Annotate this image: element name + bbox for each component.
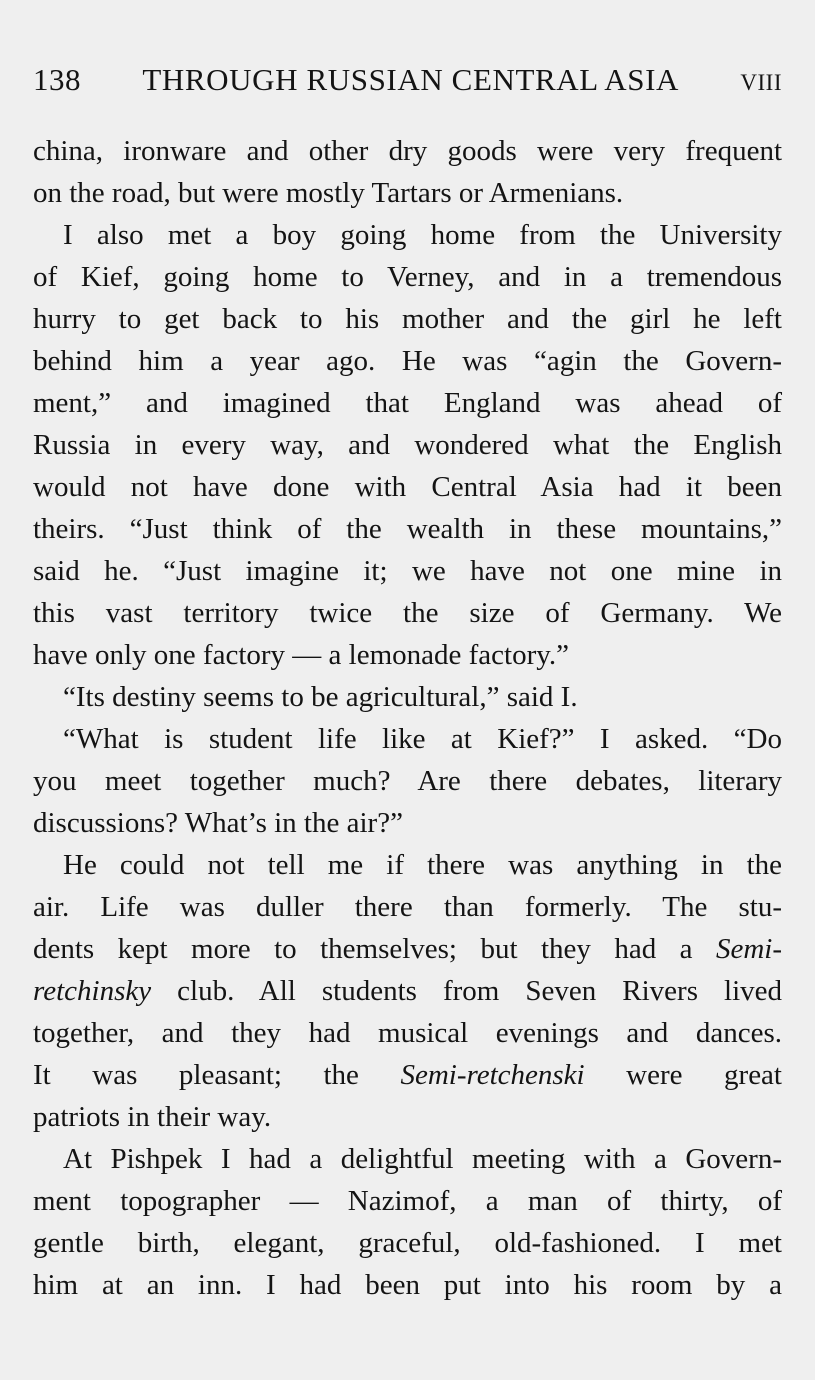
text-line: retchinsky club. All students from Seven Rivers lived xyxy=(33,975,782,1007)
running-header xyxy=(33,62,782,102)
text-line: patriots in their way. xyxy=(33,1101,272,1133)
text-line: this vast territory twice the size of Germany. We xyxy=(33,597,782,629)
text-line: ment topographer — Nazimof, a man of thirty, of xyxy=(33,1185,782,1217)
body-text xyxy=(33,130,782,1306)
text-line: on the road, but were mostly Tartars or Armenians. xyxy=(33,177,624,209)
text-line: have only one factory — a lemonade factory.” xyxy=(33,639,569,671)
text-line: china, ironware and other dry goods were very frequent xyxy=(33,135,782,167)
text-line: together, and they had musical evenings and dances. xyxy=(33,1017,782,1049)
text-line: dents kept more to themselves; but they had a Semi- xyxy=(33,933,782,965)
italic-term: Semi-retchenski xyxy=(400,1059,585,1091)
text-line: ment,” and imagined that England was ahead of xyxy=(33,387,782,419)
italic-term: Semi- xyxy=(715,933,782,965)
text-line: you meet together much? Are there debates, literary xyxy=(33,765,782,797)
text-line: air. Life was duller there than formerly. The stu- xyxy=(33,891,782,923)
paragraph-start-line: I also met a boy going home from the University xyxy=(63,219,782,251)
text-line: would not have done with Central Asia had it been xyxy=(33,471,782,503)
paragraph-start-line: At Pishpek I had a delightful meeting with a Govern- xyxy=(63,1143,782,1175)
text-line: said he. “Just imagine it; we have not one mine in xyxy=(33,555,782,587)
running-title: THROUGH RUSSIAN CENTRAL ASIA xyxy=(142,62,680,97)
paragraph-start-line: He could not tell me if there was anything in the xyxy=(63,849,782,881)
text-line: It was pleasant; the Semi-retchenski were great xyxy=(33,1059,782,1091)
text-line: hurry to get back to his mother and the girl he left xyxy=(33,303,782,335)
page-number: 138 xyxy=(33,62,81,97)
italic-term: retchinsky xyxy=(33,975,152,1007)
text-line: behind him a year ago. He was “agin the Govern- xyxy=(33,345,782,377)
text-line: Russia in every way, and wondered what the English xyxy=(33,429,782,461)
paragraph-start-line: “Its destiny seems to be agricultural,” said I. xyxy=(63,681,578,713)
text-line: theirs. “Just think of the wealth in these mountains,” xyxy=(33,513,782,545)
text-line: him at an inn. I had been put into his room by a xyxy=(33,1269,782,1301)
text-line: gentle birth, elegant, graceful, old-fashioned. I met xyxy=(33,1227,782,1259)
paragraph-start-line: “What is student life like at Kief?” I asked. “Do xyxy=(63,723,782,755)
chapter-number: VIII xyxy=(740,70,782,95)
text-line: discussions? What’s in the air?” xyxy=(33,807,403,839)
text-line: of Kief, going home to Verney, and in a tremendous xyxy=(33,261,782,293)
